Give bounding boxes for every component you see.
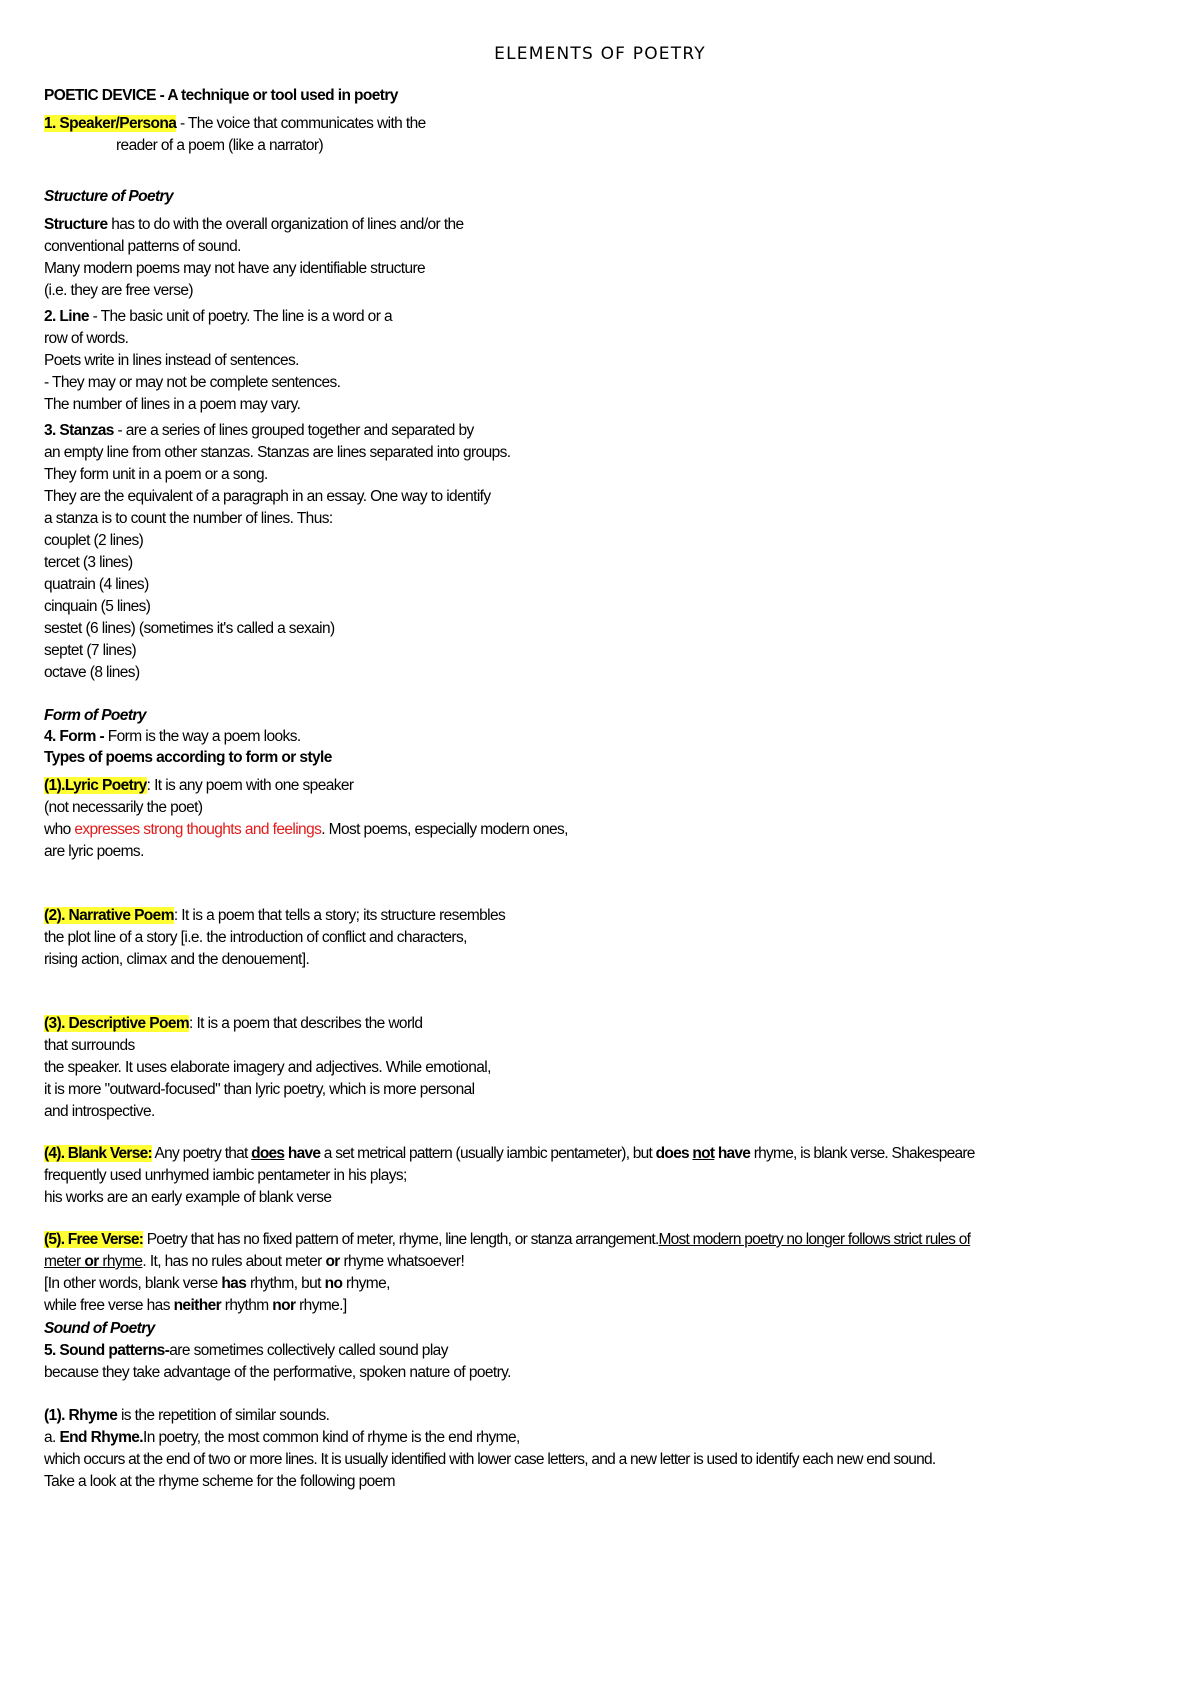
end-rhyme-prefix: a. [44,1429,60,1446]
structure-line-3: Many modern poems may not have any identifiable structure [44,260,426,277]
types-heading: Types of poems according to form or style [44,749,332,766]
free-has: has [221,1275,247,1292]
end-rhyme-label: End Rhyme. [59,1429,144,1446]
blank-does-2: does [655,1145,689,1162]
narrative-line-1 [44,906,505,925]
free-text-3: rhyme whatsoever! [339,1253,465,1270]
free-underlined-1: Most modern poetry no longer follows strict rules of [658,1231,971,1248]
sound-line-2: because they take advantage of the performative, spoken nature of poetry. [44,1364,511,1381]
line-label: 2. Line [44,308,89,325]
form-heading: Form of Poetry [44,707,146,724]
document-title: ELEMENTS OF POETRY [494,44,706,64]
end-rhyme-line-1 [44,1428,520,1447]
line-text-1: - The basic unit of poetry. The line is a word or a [88,308,392,325]
sound-text-1: are sometimes collectively called sound play [169,1342,448,1359]
structure-line-2: conventional patterns of sound. [44,238,241,255]
free-text-3b: rhythm, but [246,1275,325,1292]
free-verse-line-1 [44,1230,970,1249]
stanza-type: septet (7 lines) [44,642,137,659]
end-rhyme-line-3: Take a look at the rhyme scheme for the following poem [44,1473,395,1490]
structure-line-4: (i.e. they are free verse) [44,282,193,299]
blank-text-2: a set metrical pattern (usually iambic pentameter), but [320,1145,656,1162]
poetic-device-heading: POETIC DEVICE - A technique or tool used in poetry [44,87,398,104]
blank-verse-label: (4). Blank Verse: [44,1145,152,1162]
blank-text-1: Any poetry that [151,1145,252,1162]
sound-line-1 [44,1341,448,1360]
free-text-1: Poetry that has no fixed pattern of meter, rhyme, line length, or stanza arrangement. [143,1231,659,1248]
sound-label: 5. Sound patterns- [44,1342,170,1359]
narrative-label: (2). Narrative Poem [44,907,174,924]
end-rhyme-text-1: In poetry, the most common kind of rhyme is the end rhyme, [143,1429,520,1446]
descriptive-line-1 [44,1014,422,1033]
blank-have-2: have [717,1145,751,1162]
stanzas-line-2: an empty line from other stanzas. Stanzas are lines separated into groups. [44,444,511,461]
free-verse-line-4 [44,1296,347,1315]
line-def-1 [44,307,392,326]
form-text: Form is the way a poem looks. [107,728,301,745]
free-underlined-or: or [84,1253,99,1270]
lyric-highlight-red: expresses strong thoughts and feelings [74,821,322,838]
stanza-type: quatrain (4 lines) [44,576,149,593]
speaker-line-1 [44,114,426,133]
free-or: or [325,1253,340,1270]
blank-verse-line-2: frequently used unrhymed iambic pentameter in his plays; [44,1167,407,1184]
lyric-line-1 [44,776,353,795]
line-def-5: The number of lines in a poem may vary. [44,396,301,413]
stanzas-line-5: a stanza is to count the number of lines. Thus: [44,510,333,527]
free-neither: neither [173,1297,222,1314]
lyric-line-2: (not necessarily the poet) [44,799,203,816]
stanzas-label: 3. Stanzas [44,422,114,439]
blank-verse-line-3: his works are an early example of blank verse [44,1189,332,1206]
stanzas-text-1: - are a series of lines grouped together and separated by [113,422,474,439]
end-rhyme-line-2: which occurs at the end of two or more lines. It is usually identified with lower case letters, and a new letter is used to identify each new end sound. [44,1451,936,1468]
free-verse-line-2 [44,1252,464,1271]
sound-heading: Sound of Poetry [44,1320,155,1337]
descriptive-line-2: that surrounds [44,1037,135,1054]
stanza-type: couplet (2 lines) [44,532,144,549]
lyric-text-1: : It is any poem with one speaker [146,777,354,794]
speaker-text-1: - The voice that communicates with the [176,115,426,132]
descriptive-line-4: it is more "outward-focused" than lyric poetry, which is more personal [44,1081,475,1098]
stanza-type: octave (8 lines) [44,664,140,681]
stanzas-line-1 [44,421,474,440]
stanza-type: sestet (6 lines) (sometimes it's called a sexain) [44,620,335,637]
free-text-2: . It, has no rules about meter [142,1253,326,1270]
lyric-text-3a: who [44,821,75,838]
stanzas-line-3: They form unit in a poem or a song. [44,466,268,483]
structure-term: Structure [44,216,108,233]
descriptive-label: (3). Descriptive Poem [44,1015,190,1032]
form-label: 4. Form - [44,728,108,745]
blank-verse-line-1 [44,1144,975,1163]
rhyme-line-1 [44,1406,329,1425]
descriptive-text-1: : It is a poem that describes the world [189,1015,423,1032]
structure-text-1: has to do with the overall organization of lines and/or the [107,216,464,233]
free-text-4a: while free verse has [44,1297,174,1314]
free-text-3a: [In other words, blank verse [44,1275,222,1292]
free-verse-line-3 [44,1274,390,1293]
blank-have-1: have [287,1145,321,1162]
descriptive-line-3: the speaker. It uses elaborate imagery and adjectives. While emotional, [44,1059,491,1076]
free-nor: nor [272,1297,296,1314]
line-def-4: - They may or may not be complete sentences. [44,374,341,391]
rhyme-label: (1). Rhyme [44,1407,118,1424]
descriptive-line-5: and introspective. [44,1103,155,1120]
form-line [44,727,301,746]
narrative-line-3: rising action, climax and the denouement]. [44,951,310,968]
line-def-3: Poets write in lines instead of sentences. [44,352,299,369]
stanza-type: tercet (3 lines) [44,554,133,571]
structure-heading: Structure of Poetry [44,188,173,205]
free-text-4b: rhythm [221,1297,273,1314]
free-text-3c: rhyme, [342,1275,390,1292]
stanza-type: cinquain (5 lines) [44,598,151,615]
free-underlined-2b: rhyme [98,1253,143,1270]
free-no: no [324,1275,343,1292]
blank-does-1: does [251,1145,285,1162]
blank-text-3: rhyme, is blank verse. Shakespeare [750,1145,975,1162]
narrative-line-2: the plot line of a story [i.e. the introduction of conflict and characters, [44,929,467,946]
speaker-label: 1. Speaker/Persona [44,115,177,132]
line-def-2: row of words. [44,330,129,347]
free-underlined-2a: meter [44,1253,85,1270]
lyric-line-4: are lyric poems. [44,843,144,860]
stanzas-line-4: They are the equivalent of a paragraph in an essay. One way to identify [44,488,491,505]
free-text-4c: rhyme.] [295,1297,347,1314]
speaker-line-2: reader of a poem (like a narrator) [116,137,324,154]
narrative-text-1: : It is a poem that tells a story; its structure resembles [173,907,506,924]
lyric-text-3b: . Most poems, especially modern ones, [321,821,568,838]
free-verse-label: (5). Free Verse: [44,1231,144,1248]
blank-not: not [692,1145,715,1162]
structure-line-1 [44,215,464,234]
lyric-line-3 [44,820,568,839]
lyric-label: (1).Lyric Poetry [44,777,147,794]
rhyme-text-1: is the repetition of similar sounds. [117,1407,330,1424]
